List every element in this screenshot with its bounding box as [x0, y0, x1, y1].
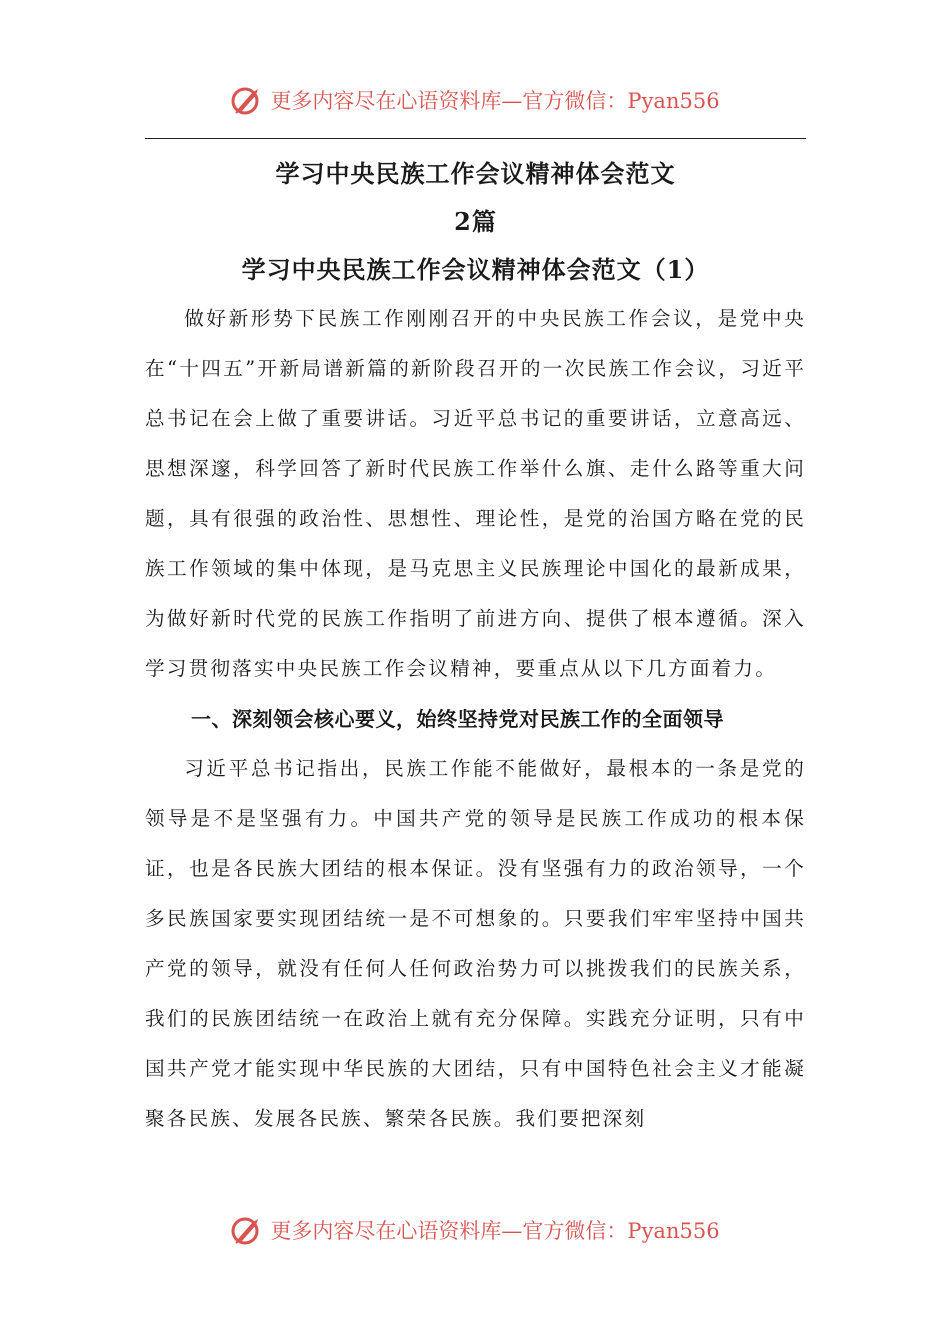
section-heading-1: 一、深刻领会核心要义，始终坚持党对民族工作的全面领导	[191, 707, 724, 731]
document-body	[145, 150, 806, 1144]
pen-logo-icon	[230, 83, 264, 117]
header-banner-text: 更多内容尽在心语资料库—官方微信：Pyan556	[270, 89, 720, 113]
header-divider	[145, 138, 806, 139]
document-title-count: 2篇	[454, 207, 497, 236]
paragraph-intro: 做好新形势下民族工作刚刚召开的中央民族工作会议，是党中央在“十四五”开新局谱新篇的新阶段召开的一次民族工作会议，习近平总书记在会上做了重要讲话。习近平总书记的重要讲话，立意高远、思想深邃，科学回答了新时代民族工作举什么旗、走什么路等重大问题，具有很强的政治性、思想性、理论性，是党的治国方略在党的民族工作领域的集中体现，是马克思主义民族理论中国化的最新成果，为做好新时代党的民族工作指明了前进方向、提供了根本遵循。深入学习贯彻落实中央民族工作会议精神，要重点从以下几方面着力。	[145, 307, 806, 680]
footer-banner-text: 更多内容尽在心语资料库—官方微信：Pyan556	[270, 1219, 720, 1243]
header-banner	[0, 80, 950, 120]
document-title: 学习中央民族工作会议精神体会范文	[275, 159, 676, 188]
document-subtitle: 学习中央民族工作会议精神体会范文（1）	[241, 255, 710, 284]
paragraph-section-1: 习近平总书记指出，民族工作能不能做好，最根本的一条是党的领导是不是坚强有力。中国共产党的领导是民族工作成功的根本保证，也是各民族大团结的根本保证。没有坚强有力的政治领导，一个多民族国家要实现团结统一是不可想象的。只要我们牢牢坚持中国共产党的领导，就没有任何人任何政治势力可以挑拨我们的民族关系，我们的民族团结统一在政治上就有充分保障。实践充分证明，只有中国共产党才能实现中华民族的大团结，只有中国特色社会主义才能凝聚各民族、发展各民族、繁荣各民族。我们要把深刻	[145, 757, 806, 1130]
footer-banner	[0, 1210, 950, 1250]
pen-logo-icon	[230, 1213, 264, 1247]
